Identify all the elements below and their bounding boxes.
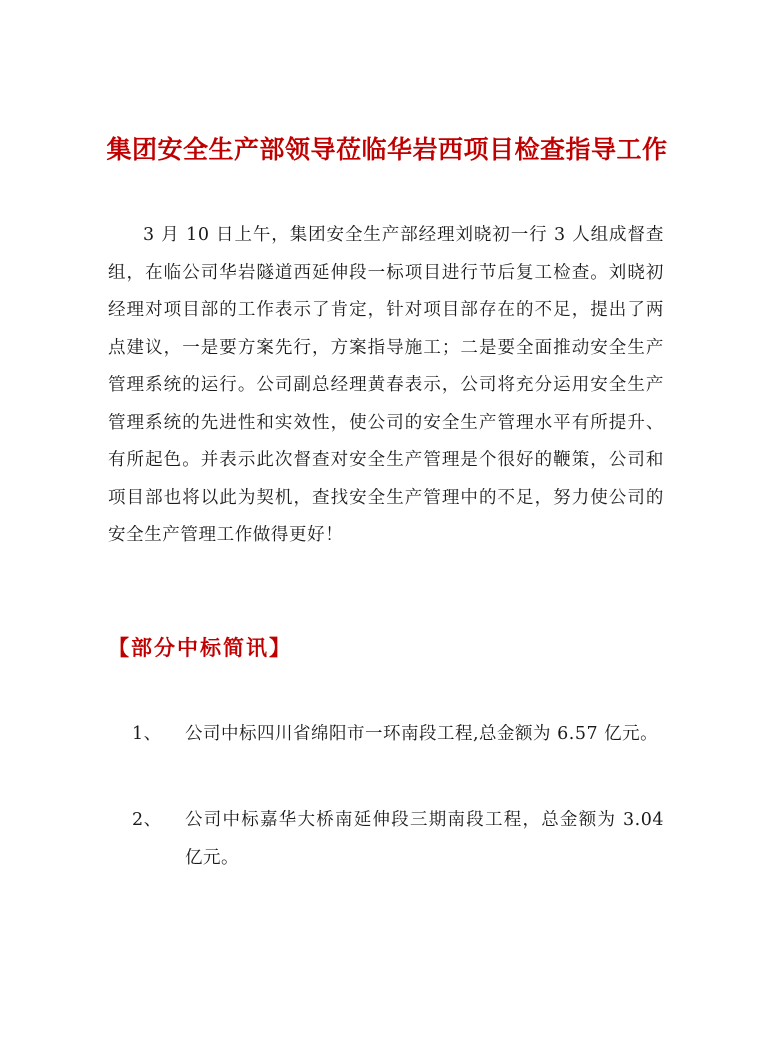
section-heading: 【部分中标简讯】	[108, 635, 292, 660]
news-item-number: 1、	[132, 724, 162, 744]
news-item-text: 公司中标嘉华大桥南延伸段三期南段工程，总金额为 3.04 亿元。	[185, 810, 664, 868]
body-paragraph: 3 月 10 日上午，集团安全生产部经理刘晓初一行 3 人组成督查组，在临公司华岩隧道西延伸段一标项目进行节后复工检查。刘晓初经理对项目部的工作表示了肯定，针对项目部存在的不足，提出了两点建议，一是要方案先行，方案指导施工；二是要全面推动安全生产管理系统的运行。公司副总经理黄春表示，公司将充分运用安全生产管理系统的先进性和实效性，使公司的安全生产管理水平有所提升、有所起色。并表示此次督查对安全生产管理是个很好的鞭策，公司和项目部也将以此为契机，查找安全生产管理中的不足，努力使公司的安全生产管理工作做得更好！	[108, 225, 664, 545]
news-item-text: 公司中标四川省绵阳市一环南段工程,总金额为 6.57 亿元。	[185, 724, 659, 744]
news-item	[132, 716, 664, 754]
document-title: 集团安全生产部领导莅临华岩西项目检查指导工作	[106, 135, 668, 164]
news-item	[132, 802, 664, 877]
news-item-number: 2、	[132, 810, 162, 830]
